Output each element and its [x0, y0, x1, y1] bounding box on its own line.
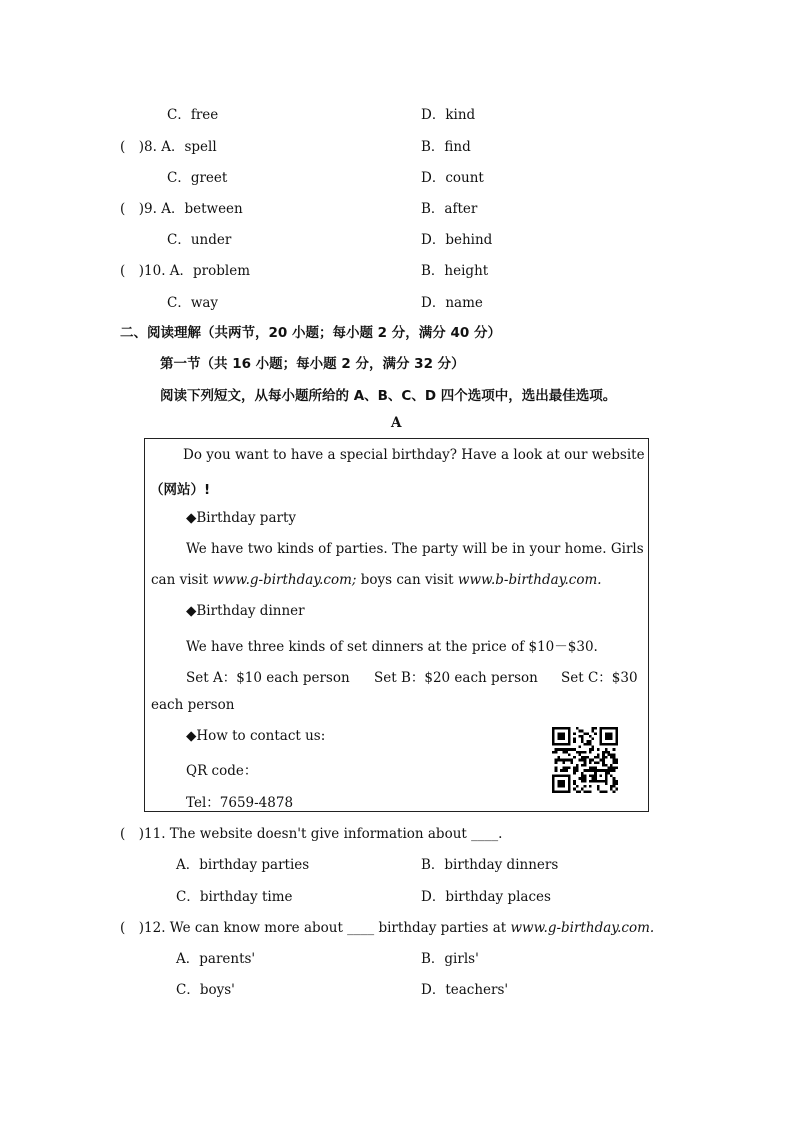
party-line2-text-b: boys can visit [356, 572, 458, 588]
q12-option-c: C．boys' [176, 982, 235, 998]
q12-stem-text: ( )12. We can know more about ____ birthday parties at [120, 920, 511, 936]
qr-code-label: QR code： [186, 763, 258, 779]
party-title: ◆Birthday party [186, 510, 296, 526]
section-heading: 二、阅读理解（共两节，20 小题；每小题 2 分，满分 40 分） [120, 325, 501, 341]
passage-intro-line2: （网站）! [150, 482, 211, 498]
q8-option-d: D．count [421, 170, 484, 186]
q10-option-a: ( )10. A．problem [120, 263, 251, 279]
q10-option-b: B．height [421, 263, 489, 279]
q10-option-d: D．name [421, 295, 483, 311]
dinner-line1: We have three kinds of set dinners at the price of $10－$30. [186, 639, 598, 655]
dinner-title: ◆Birthday dinner [186, 603, 305, 619]
q9-option-b: B．after [421, 201, 478, 217]
q12-option-d: D．teachers' [421, 982, 509, 998]
party-line1: We have two kinds of parties. The party will be in your home. Girls [186, 541, 644, 557]
q8-option-a: ( )8. A．spell [120, 139, 217, 155]
girls-website-link: www.g-birthday.com; [212, 572, 357, 588]
q11-stem: ( )11. The website doesn't give information about ____. [120, 826, 503, 842]
contact-title: ◆How to contact us: [186, 728, 326, 744]
q8-option-c: C．greet [167, 170, 228, 186]
q11-option-d: D．birthday places [421, 889, 551, 905]
set-c: Set C：$30 [561, 670, 638, 686]
q10-option-c: C．way [167, 295, 219, 311]
passage-label: A [391, 415, 402, 431]
party-line2 [151, 572, 602, 588]
q8-option-b: B．find [421, 139, 471, 155]
q12-stem [120, 916, 654, 936]
part-heading: 第一节（共 16 小题；每小题 2 分，满分 32 分） [160, 356, 465, 372]
boys-website-link: www.b-birthday.com. [457, 572, 602, 588]
q12-option-b: B．girls' [421, 951, 479, 967]
q11-option-a: A．birthday parties [176, 857, 310, 873]
q11-option-b: B．birthday dinners [421, 857, 559, 873]
q9-option-c: C．under [167, 232, 232, 248]
q12-website-link: www.g-birthday.com. [510, 920, 655, 936]
set-c-continued: each person [151, 697, 235, 713]
qr-code-icon[interactable] [552, 726, 618, 794]
passage-intro-line1: Do you want to have a special birthday? Have a look at our website [183, 447, 645, 463]
q9-option-a: ( )9. A．between [120, 201, 243, 217]
instruction-text: 阅读下列短文，从每小题所给的 A、B、C、D 四个选项中，选出最佳选项。 [160, 388, 617, 404]
telephone: Tel：7659-4878 [186, 795, 294, 811]
q11-option-c: C．birthday time [176, 889, 293, 905]
q7-option-d: D．kind [421, 107, 476, 123]
party-line2-text-a: can visit [151, 572, 213, 588]
q7-option-c: C．free [167, 107, 219, 123]
set-b: Set B：$20 each person [374, 670, 538, 686]
q9-option-d: D．behind [421, 232, 493, 248]
set-a: Set A：$10 each person [186, 670, 350, 686]
q12-option-a: A．parents' [176, 951, 256, 967]
